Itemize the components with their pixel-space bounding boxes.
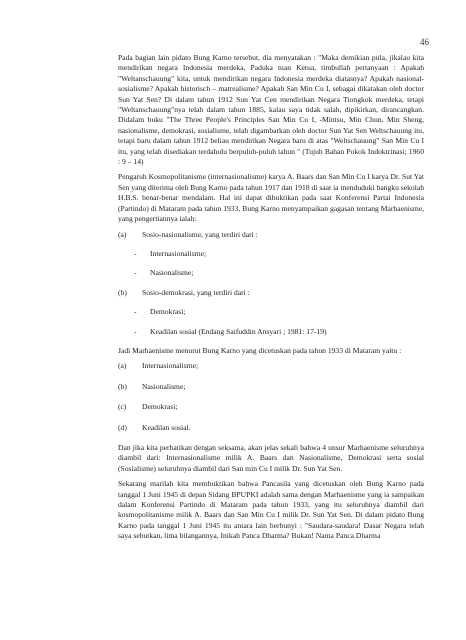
marhaenisme-list xyxy=(118,230,424,337)
list-label: (a) xyxy=(118,361,127,371)
paragraph-2: Pengaruh Kosmopolitanisme (internasionalisme) karya A. Baars dan San Min Cu I karya Dr. Sut Yat Sen yang diterima oleh Bung Karno pada tahun 1917 dan 1918 di saat ia menduduki bangku sekolah H.B.S. benar-benar mendalam. Hal ini dapat dibuktikan pada saat Konferensi Partai Indonesia (Partindo) di Mataram pada tahun 1933, Bung Karno menyampaikan gagasan tentang Marhaenisme, yang pengertiannya ialah: xyxy=(118,172,424,224)
list-item xyxy=(118,288,424,298)
page-number: 46 xyxy=(420,37,429,47)
paragraph-1: Pada bagian lain pidato Bung Karno tersebut, dia menyatakan : "Maka demikian pula, jikalau kita mendirikan negara Indonesia merdeka, Paduka tuan Ketua, timbullah pertanyaan : Apakah "Weltanschauung" kita, untuk mendirikan negara Indonesia merdeka diatasnya? Apakah nasional-sosialisme? Apakah historisch – matrealisme? Apakah San Min Cu I, sebagai dikatakan oleh doctor Sun Yat Sen? Di dalam tahun 1912 Sun Yat Cen mendirikan Negara Tiongkok merdeka, tetapi "Weltanschauung"nya telah dalam tahun 1885, kalau saya tidak salah, dipikirkan, dirancangkan. Didalam buku "The Three People's Principles San Min Cu I, -Mintsu, Min Chun, Min Sheng, nasionalisme, demokrasi, sosialisme, telah digambarkan oleh doctor Sun Yat Sen Weltschauung itu, tetapi baru dalam tahun 1912 beliau mendirikan Negara baru di atas "Weltschauung" San Min Cu I itu, yang telah disediakan terdahulu berpuluh-puluh tahun " (Tujuh Bahan Pokok Indoktrinasi; 1960 : 9 – 14) xyxy=(118,53,424,167)
sub-item: - Internasionalisme; xyxy=(134,248,207,258)
paragraph-4: Dan jika kita perhatikan dengan seksama, akan jelas sekali bahwa 4 unsur Marhaenisme seluruhnya diambil dari: Internasionalisme milik A. Baars dan Nasionalisme, Demokrasi serta sosial (Sosialisme) seluruhnya diambil dari San min Cu I milik Dr. Sun Yat Sen. xyxy=(118,442,424,473)
sub-item: - Nasionalisme; xyxy=(134,268,194,278)
list-text: Keadilan sosial. xyxy=(142,422,191,432)
sub-item: - Demokrasi; xyxy=(134,307,186,317)
paragraph-5: Sekarang marilah kita membuktikan bahwa Pancasila yang dicetuskan oleh Bung Karno pada tanggal 1 Juni 1945 di depan Sidang BPUPKI adalah sama dengan Marhaenisme yang ia sampaikan dalam Konferensi Partindo di Mataram pada tahun 1933, yang itu seluruhnya diambil dari kosmopolitanisme milik A. Baars dan San Min Cu I milik Dr. Sun Yat Sen. Di dalam pidato Bung Karno pada tanggal 1 Juni 1945 itu antara lain berbunyi : "Saudara-saudara! Dasar Negara telah saya sebutkan, lima bilangannya, Inikah Panca Dharma? Bukan! Nama Panca Dharma xyxy=(118,479,424,541)
paragraph-3: Jadi Marhaenisme menurut Bung Karno yang dicetuskan pada tahun 1933 di Mataram yaitu : xyxy=(118,345,402,355)
list-text: Internasionalisme; xyxy=(142,361,199,371)
sub-item-text: Nasionalisme; xyxy=(150,268,194,278)
list-item xyxy=(118,361,424,371)
list-label: (b) xyxy=(118,381,127,391)
sub-item-text: Keadilan sosial (Endang Saifuddin Ansyari ; 1981: 17-19) xyxy=(150,326,327,336)
list-text: Sosio-demokrasi, yang terdiri dari : xyxy=(142,287,250,297)
list-item xyxy=(118,230,424,240)
unsur-list xyxy=(118,361,424,433)
sub-item-text: Demokrasi; xyxy=(150,307,186,317)
list-text: Nasionalisme; xyxy=(142,381,186,391)
list-label: (b) xyxy=(118,287,127,297)
sub-item-text: Internasionalisme; xyxy=(150,248,207,258)
list-label: (a) xyxy=(118,229,127,239)
list-text: Demokrasi; xyxy=(142,402,178,412)
list-item xyxy=(118,382,424,392)
list-label: (d) xyxy=(118,422,127,432)
list-item xyxy=(118,423,424,433)
body-text xyxy=(118,53,424,547)
list-text: Sosio-nasionalisme, yang terdiri dari : xyxy=(142,229,258,239)
sub-item: - Keadilan sosial (Endang Saifuddin Ansyari ; 1981: 17-19) xyxy=(134,326,327,336)
list-item xyxy=(118,402,424,412)
list-label: (c) xyxy=(118,402,127,412)
